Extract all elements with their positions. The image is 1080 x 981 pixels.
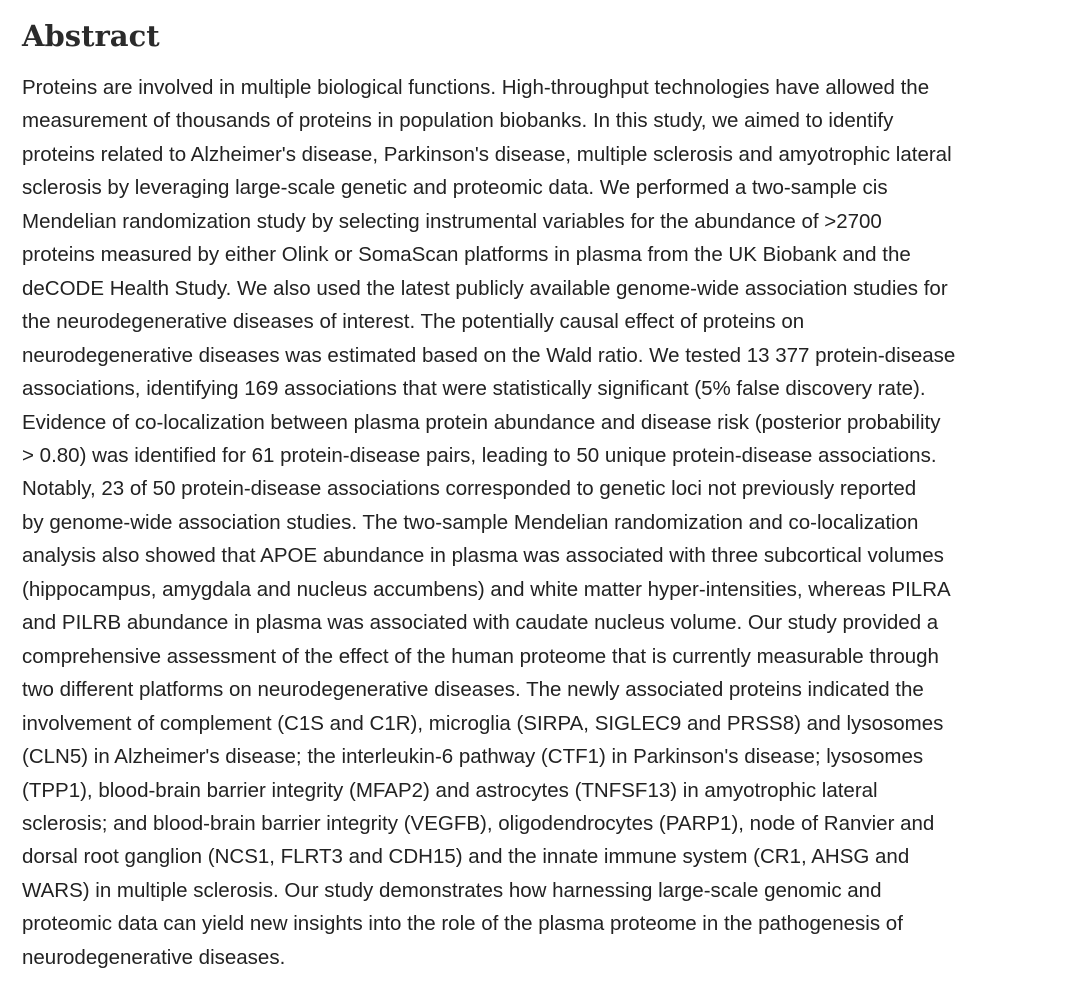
abstract-line: (hippocampus, amygdala and nucleus accumbens) and white matter hyper-intensities, whereas PILRA <box>22 577 951 601</box>
abstract-line: sclerosis by leveraging large-scale genetic and proteomic data. We performed a two-sample cis <box>22 176 888 200</box>
abstract-line: Evidence of co-localization between plasma protein abundance and disease risk (posterior probability <box>22 410 941 434</box>
abstract-line: > 0.80) was identified for 61 protein-disease pairs, leading to 50 unique protein-disease associations. <box>22 443 937 467</box>
abstract-line: Notably, 23 of 50 protein-disease associations corresponded to genetic loci not previously reported <box>22 477 917 501</box>
abstract-line: two different platforms on neurodegenerative diseases. The newly associated proteins indicated the <box>22 678 924 702</box>
abstract-line: sclerosis; and blood-brain barrier integrity (VEGFB), oligodendrocytes (PARP1), node of Ranvier and <box>22 811 935 835</box>
abstract-line: proteins related to Alzheimer's disease, Parkinson's disease, multiple sclerosis and amyotrophic lateral <box>22 142 952 166</box>
abstract-line: deCODE Health Study. We also used the latest publicly available genome-wide association studies for <box>22 276 948 300</box>
abstract-line: and PILRB abundance in plasma was associated with caudate nucleus volume. Our study provided a <box>22 611 939 635</box>
abstract-line: neurodegenerative diseases. <box>22 945 286 969</box>
abstract-line: comprehensive assessment of the effect of the human proteome that is currently measurable through <box>22 644 939 668</box>
abstract-line: neurodegenerative diseases was estimated based on the Wald ratio. We tested 13 377 protein-disease <box>22 343 956 367</box>
abstract-heading: Abstract <box>22 19 160 53</box>
abstract-line: Proteins are involved in multiple biological functions. High-throughput technologies have allowed the <box>22 76 930 99</box>
abstract-line: by genome-wide association studies. The two-sample Mendelian randomization and co-localization <box>22 510 919 534</box>
abstract-line: measurement of thousands of proteins in population biobanks. In this study, we aimed to identify <box>22 109 894 133</box>
abstract-body <box>22 71 1062 974</box>
abstract-line: proteins measured by either Olink or SomaScan platforms in plasma from the UK Biobank and the <box>22 243 911 267</box>
abstract-line: dorsal root ganglion (NCS1, FLRT3 and CDH15) and the innate immune system (CR1, AHSG and <box>22 845 910 869</box>
abstract-line: (TPP1), blood-brain barrier integrity (MFAP2) and astrocytes (TNFSF13) in amyotrophic lateral <box>22 778 878 802</box>
abstract-line: analysis also showed that APOE abundance in plasma was associated with three subcortical volumes <box>22 544 944 568</box>
abstract-line: the neurodegenerative diseases of interest. The potentially causal effect of proteins on <box>22 310 805 334</box>
abstract-line: WARS) in multiple sclerosis. Our study demonstrates how harnessing large-scale genomic and <box>22 878 882 902</box>
abstract-line: associations, identifying 169 associations that were statistically significant (5% false discovery rate). <box>22 377 926 401</box>
abstract-line: (CLN5) in Alzheimer's disease; the interleukin-6 pathway (CTF1) in Parkinson's disease; lysosomes <box>22 745 924 769</box>
abstract-line: proteomic data can yield new insights into the role of the plasma proteome in the pathogenesis of <box>22 912 903 936</box>
abstract-section <box>22 14 1062 974</box>
abstract-line: involvement of complement (C1S and C1R), microglia (SIRPA, SIGLEC9 and PRSS8) and lysosomes <box>22 711 944 735</box>
abstract-line: Mendelian randomization study by selecting instrumental variables for the abundance of >2700 <box>22 209 882 233</box>
